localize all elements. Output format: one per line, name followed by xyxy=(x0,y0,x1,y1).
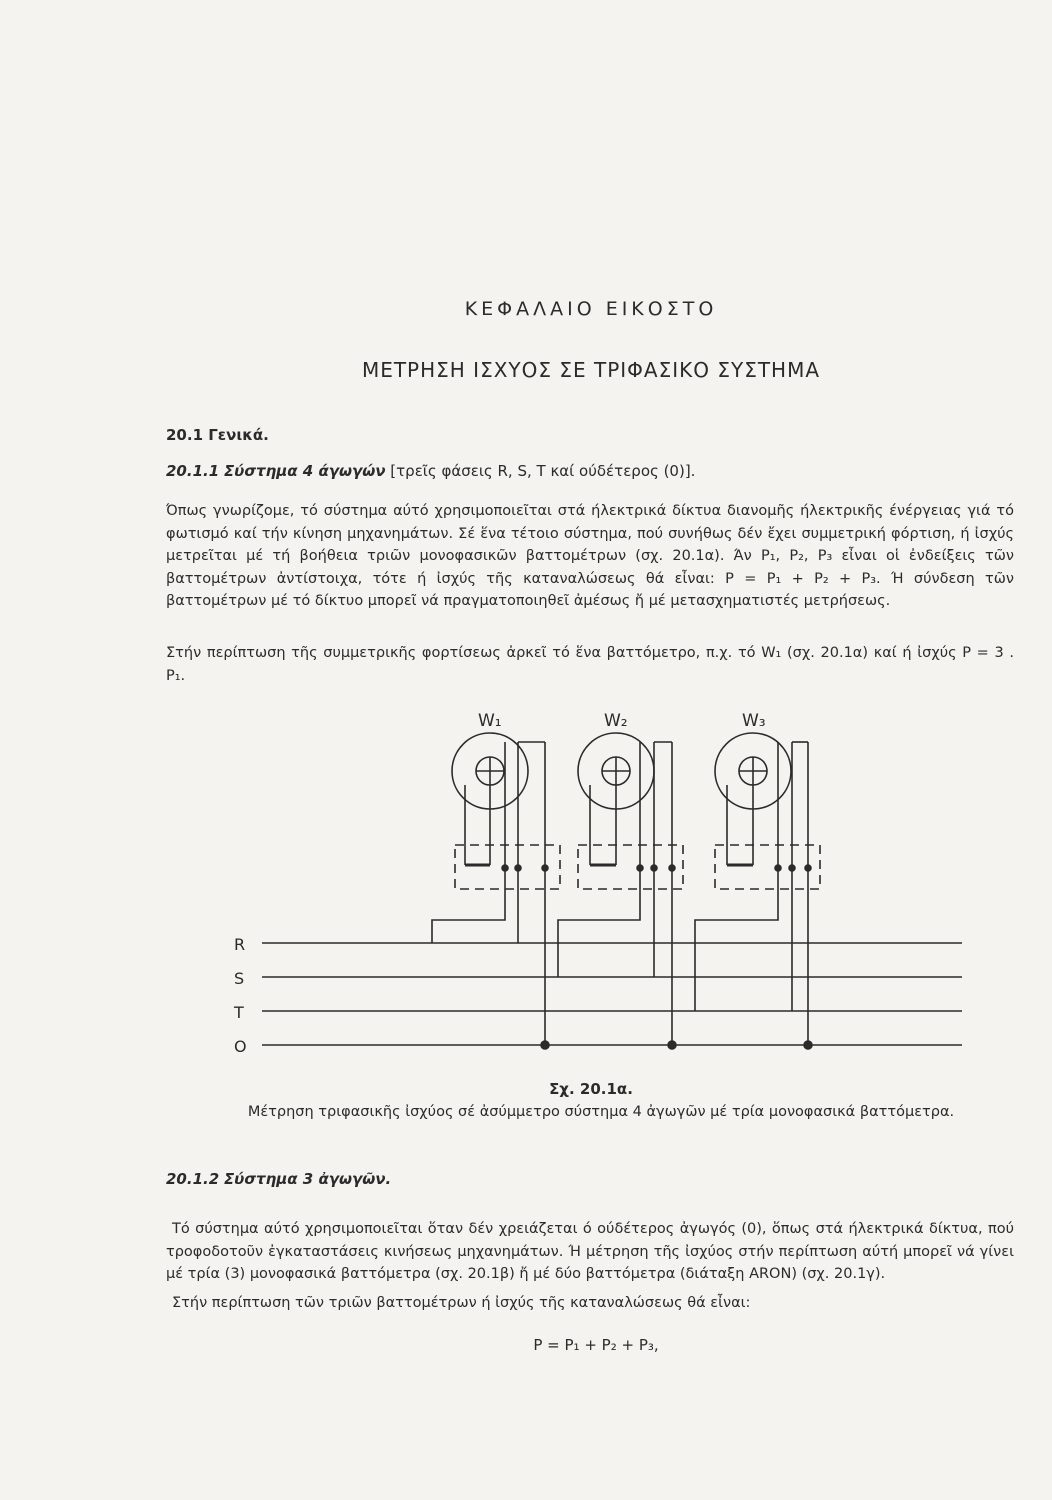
section-title: Σύστημα 3 ἀγωγῶν. xyxy=(223,1170,392,1188)
wattmeter-label-2: W₂ xyxy=(604,711,628,731)
figure-label: Σχ. 20.1α. xyxy=(549,1080,633,1098)
wattmeter-2 xyxy=(558,711,683,1049)
wattmeter-label-1: W₁ xyxy=(478,711,502,731)
wattmeter-3 xyxy=(695,711,820,1049)
wattmeter-label-3: W₃ xyxy=(742,711,766,731)
section-title: Σύστημα 4 άγωγών xyxy=(223,462,386,480)
paragraph-3: Τό σύστημα αύτό χρησιμοποιεῖται ὅταν δέν χρειάζεται ό ούδέτερος ἀγωγός (0), ὅπως στά ήλεκτρικά δίκτυα, πού τροφοδοτοῦν ἐγκαταστάσεις κινήσεως μηχανημάτων. Ή μέτρηση τῆς ἰσχύος στήν περίπτωση αύτή μπορεῖ νά γίνει μέ τρία (3) μονοφασικά βαττόμετρα (σχ. 20.1β) ἤ μέ δύο βαττόμετρα (διάταξη ARON) (σχ. 20.1γ). xyxy=(166,1221,1014,1282)
section-heading-20-1: 20.1 Γενικά. xyxy=(166,426,269,444)
wattmeter-1 xyxy=(432,711,560,1049)
paragraph-2: Στήν περίπτωση τῆς συμμετρικῆς φορτίσεως ἀρκεῖ τό ἕνα βαττόμετρο, π.χ. τό W₁ (σχ. 20.1α) καί ή ἰσχύς P = 3 . P₁. xyxy=(166,645,1014,684)
terminal-box xyxy=(715,845,820,889)
section-number: 20.1.1 xyxy=(166,462,220,480)
line-label-t: T xyxy=(234,1003,244,1022)
chapter-subtitle: ΜΕΤΡΗΣΗ ΙΣΧΥΟΣ ΣΕ ΤΡΙΦΑΣΙΚΟ ΣΥΣΤΗΜΑ xyxy=(361,358,821,382)
paragraph-1: Όπως γνωρίζομε, τό σύστημα αύτό χρησιμοποιεῖται στά ήλεκτρικά δίκτυα διανομῆς ήλεκτρικῆς ένέργειας γιά τό φωτισμό καί τήν κίνηση μηχανημάτων. Σέ ἕνα τέτοιο σύστημα, πού συνήθως δέν ἔχει συμμετρική φόρτιση, ή ἰσχύς μετρεῖται μέ τή βοήθεια τριῶν μονοφασικῶν βαττομέτρων (σχ. 20.1α). Άν P₁, P₂, P₃ εἶναι οἱ ἐνδείξεις τῶν βαττομέτρων ἀντίστοιχα, τότε ή ἰσχύς τῆς καταναλώσεως θά εἶναι: P = P₁ + P₂ + P₃. Ή σύνδεση τῶν βαττομέτρων μέ τό δίκτυο μπορεῖ νά πραγματοποιηθεῖ ἀμέσως ἤ μέ μετασχηματιστές μετρήσεως. xyxy=(166,503,1014,609)
line-label-r: R xyxy=(234,935,246,954)
paragraph-4: Στήν περίπτωση τῶν τριῶν βαττομέτρων ή ἰσχύς τῆς καταναλώσεως θά εἶναι: xyxy=(172,1295,751,1311)
section-number: 20.1.2 xyxy=(166,1170,220,1188)
figure-caption: Μέτρηση τριφασικῆς ἰσχύος σέ ἀσύμμετρο σύστημα 4 ἀγωγῶν μέ τρία μονοφασικά βαττόμετρα. xyxy=(247,1104,955,1120)
section-note: [τρεῖς φάσεις R, S, T καί ούδέτερος (0)]. xyxy=(390,462,696,480)
chapter-title: ΚΕΦΑΛΑΙΟ ΕΙΚΟΣΤΟ xyxy=(464,298,718,320)
section-heading-20-1-2 xyxy=(166,1170,391,1188)
line-label-o: O xyxy=(234,1037,247,1056)
line-label-s: S xyxy=(234,969,245,988)
terminal-box xyxy=(578,845,683,889)
formula: P = P₁ + P₂ + P₃, xyxy=(533,1336,659,1354)
